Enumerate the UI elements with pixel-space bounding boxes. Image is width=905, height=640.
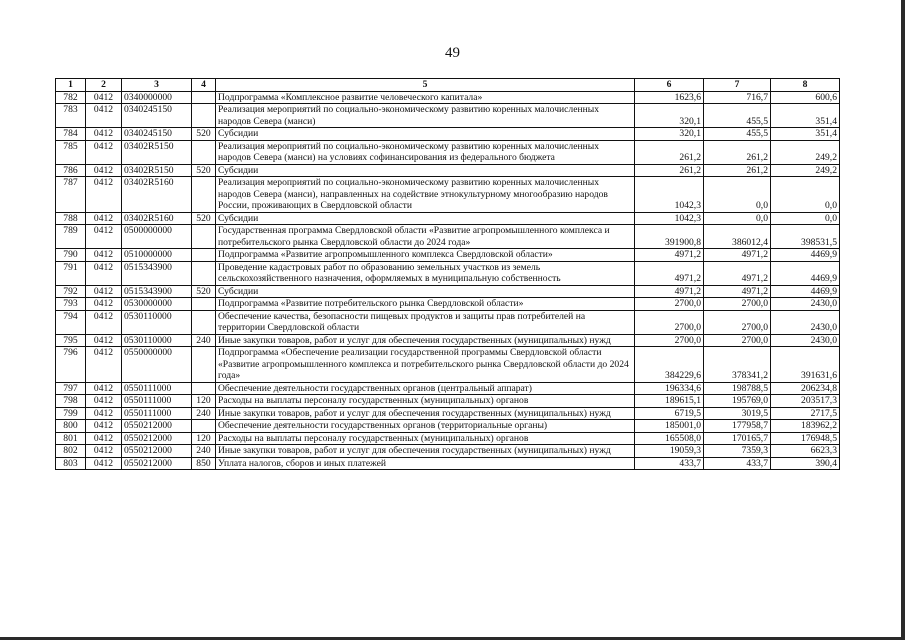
table-row — [56, 432, 840, 445]
expense-type-cell — [192, 249, 216, 262]
amount-col7-cell: 177958,7 — [704, 420, 771, 433]
scan-border-right — [901, 0, 905, 640]
section-code-cell: 0412 — [86, 249, 122, 262]
section-code-cell: 0412 — [86, 225, 122, 249]
amount-col7-cell: 261,2 — [704, 140, 771, 164]
table-row — [56, 104, 840, 128]
target-article-cell: 0550111000 — [122, 407, 192, 420]
section-code-cell: 0412 — [86, 420, 122, 433]
row-number-cell: 803 — [56, 457, 86, 470]
column-header: 8 — [771, 79, 840, 92]
expense-type-cell — [192, 140, 216, 164]
amount-col8-cell: 2430,0 — [771, 310, 840, 334]
amount-col8-cell: 6623,3 — [771, 445, 840, 458]
section-code-cell: 0412 — [86, 457, 122, 470]
row-number-cell: 791 — [56, 261, 86, 285]
amount-col8-cell: 183962,2 — [771, 420, 840, 433]
target-article-cell: 03402R5160 — [122, 177, 192, 213]
item-name-cell: Обеспечение деятельности государственных органов (центральный аппарат) — [216, 382, 635, 395]
amount-col8-cell: 203517,3 — [771, 395, 840, 408]
row-number-cell: 788 — [56, 212, 86, 225]
item-name-cell: Иные закупки товаров, работ и услуг для обеспечения государственных (муниципальных) нужд — [216, 407, 635, 420]
expense-type-cell: 240 — [192, 445, 216, 458]
table-row — [56, 407, 840, 420]
expense-type-cell: 240 — [192, 407, 216, 420]
amount-col7-cell: 7359,3 — [704, 445, 771, 458]
item-name-cell: Обеспечение качества, безопасности пищевых продуктов и защиты прав потребителей на территории Свердловской области — [216, 310, 635, 334]
expense-type-cell — [192, 225, 216, 249]
section-code-cell: 0412 — [86, 432, 122, 445]
expense-type-cell — [192, 177, 216, 213]
section-code-cell: 0412 — [86, 347, 122, 383]
amount-col8-cell: 2717,5 — [771, 407, 840, 420]
amount-col8-cell: 0,0 — [771, 212, 840, 225]
target-article-cell: 0550212000 — [122, 445, 192, 458]
target-article-cell: 0550212000 — [122, 420, 192, 433]
amount-col6-cell: 1042,3 — [635, 212, 704, 225]
section-code-cell: 0412 — [86, 395, 122, 408]
amount-col7-cell: 170165,7 — [704, 432, 771, 445]
item-name-cell: Подпрограмма «Развитие агропромышленного комплекса Свердловской области» — [216, 249, 635, 262]
amount-col7-cell: 0,0 — [704, 177, 771, 213]
row-number-cell: 787 — [56, 177, 86, 213]
row-number-cell: 783 — [56, 104, 86, 128]
table-row — [56, 212, 840, 225]
expense-type-cell: 520 — [192, 164, 216, 177]
amount-col6-cell: 19059,3 — [635, 445, 704, 458]
row-number-cell: 795 — [56, 334, 86, 347]
section-code-cell: 0412 — [86, 445, 122, 458]
amount-col7-cell: 2700,0 — [704, 310, 771, 334]
table-row — [56, 285, 840, 298]
target-article-cell: 0340000000 — [122, 91, 192, 104]
item-name-cell: Подпрограмма «Обеспечение реализации государственной программы Свердловской области «Развитие агропромышленного комплекса и потребительского рынка Свердловской области до 2024 года» — [216, 347, 635, 383]
row-number-cell: 782 — [56, 91, 86, 104]
row-number-cell: 796 — [56, 347, 86, 383]
expense-type-cell — [192, 298, 216, 311]
amount-col6-cell: 433,7 — [635, 457, 704, 470]
section-code-cell: 0412 — [86, 91, 122, 104]
amount-col6-cell: 185001,0 — [635, 420, 704, 433]
target-article-cell: 0515343900 — [122, 285, 192, 298]
expense-type-cell — [192, 261, 216, 285]
column-header: 4 — [192, 79, 216, 92]
target-article-cell: 0530110000 — [122, 334, 192, 347]
section-code-cell: 0412 — [86, 164, 122, 177]
expense-type-cell: 240 — [192, 334, 216, 347]
page-number: 49 — [445, 45, 460, 61]
table-row — [56, 225, 840, 249]
row-number-cell: 790 — [56, 249, 86, 262]
item-name-cell: Проведение кадастровых работ по образованию земельных участков из земель сельскохозяйственного назначения, оформляемых в муниципальную собственность — [216, 261, 635, 285]
amount-col7-cell: 195769,0 — [704, 395, 771, 408]
amount-col6-cell: 196334,6 — [635, 382, 704, 395]
expense-type-cell — [192, 347, 216, 383]
row-number-cell: 786 — [56, 164, 86, 177]
expense-type-cell: 120 — [192, 432, 216, 445]
table-row — [56, 249, 840, 262]
amount-col8-cell: 2430,0 — [771, 334, 840, 347]
item-name-cell: Расходы на выплаты персоналу государственных (муниципальных) органов — [216, 395, 635, 408]
item-name-cell: Субсидии — [216, 285, 635, 298]
section-code-cell: 0412 — [86, 212, 122, 225]
amount-col8-cell: 351,4 — [771, 104, 840, 128]
target-article-cell: 03402R5160 — [122, 212, 192, 225]
item-name-cell: Субсидии — [216, 212, 635, 225]
amount-col6-cell: 320,1 — [635, 128, 704, 141]
amount-col7-cell: 378341,2 — [704, 347, 771, 383]
amount-col6-cell: 320,1 — [635, 104, 704, 128]
amount-col7-cell: 4971,2 — [704, 249, 771, 262]
target-article-cell: 0515343900 — [122, 261, 192, 285]
amount-col7-cell: 386012,4 — [704, 225, 771, 249]
amount-col6-cell: 384229,6 — [635, 347, 704, 383]
item-name-cell: Расходы на выплаты персоналу государственных (муниципальных) органов — [216, 432, 635, 445]
amount-col8-cell: 398531,5 — [771, 225, 840, 249]
amount-col7-cell: 455,5 — [704, 104, 771, 128]
target-article-cell: 0530000000 — [122, 298, 192, 311]
amount-col7-cell: 0,0 — [704, 212, 771, 225]
row-number-cell: 794 — [56, 310, 86, 334]
amount-col7-cell: 3019,5 — [704, 407, 771, 420]
amount-col8-cell: 4469,9 — [771, 285, 840, 298]
table-row — [56, 140, 840, 164]
column-header: 1 — [56, 79, 86, 92]
amount-col8-cell: 249,2 — [771, 140, 840, 164]
expense-type-cell — [192, 382, 216, 395]
amount-col7-cell: 261,2 — [704, 164, 771, 177]
item-name-cell: Обеспечение деятельности государственных органов (территориальные органы) — [216, 420, 635, 433]
row-number-cell: 784 — [56, 128, 86, 141]
amount-col8-cell: 351,4 — [771, 128, 840, 141]
column-header: 7 — [704, 79, 771, 92]
amount-col7-cell: 4971,2 — [704, 261, 771, 285]
target-article-cell: 0500000000 — [122, 225, 192, 249]
amount-col8-cell: 0,0 — [771, 177, 840, 213]
table-row — [56, 164, 840, 177]
section-code-cell: 0412 — [86, 285, 122, 298]
table-header-row — [56, 79, 840, 92]
row-number-cell: 792 — [56, 285, 86, 298]
item-name-cell: Подпрограмма «Развитие потребительского рынка Свердловской области» — [216, 298, 635, 311]
amount-col8-cell: 4469,9 — [771, 261, 840, 285]
row-number-cell: 801 — [56, 432, 86, 445]
item-name-cell: Государственная программа Свердловской области «Развитие агропромышленного комплекса и потребительского рынка Свердловской области до 2024 года» — [216, 225, 635, 249]
target-article-cell: 0510000000 — [122, 249, 192, 262]
expense-type-cell — [192, 420, 216, 433]
target-article-cell: 0550212000 — [122, 457, 192, 470]
section-code-cell: 0412 — [86, 334, 122, 347]
amount-col8-cell: 600,6 — [771, 91, 840, 104]
amount-col7-cell: 2700,0 — [704, 298, 771, 311]
amount-col7-cell: 433,7 — [704, 457, 771, 470]
target-article-cell: 0550212000 — [122, 432, 192, 445]
amount-col8-cell: 391631,6 — [771, 347, 840, 383]
section-code-cell: 0412 — [86, 407, 122, 420]
item-name-cell: Субсидии — [216, 128, 635, 141]
table-row — [56, 334, 840, 347]
amount-col8-cell: 206234,8 — [771, 382, 840, 395]
section-code-cell: 0412 — [86, 140, 122, 164]
amount-col6-cell: 2700,0 — [635, 298, 704, 311]
item-name-cell: Иные закупки товаров, работ и услуг для обеспечения государственных (муниципальных) нужд — [216, 445, 635, 458]
amount-col8-cell: 390,4 — [771, 457, 840, 470]
table-row — [56, 457, 840, 470]
amount-col8-cell: 2430,0 — [771, 298, 840, 311]
amount-col8-cell: 176948,5 — [771, 432, 840, 445]
table-row — [56, 261, 840, 285]
row-number-cell: 793 — [56, 298, 86, 311]
section-code-cell: 0412 — [86, 104, 122, 128]
amount-col6-cell: 2700,0 — [635, 310, 704, 334]
amount-col6-cell: 391900,8 — [635, 225, 704, 249]
table-row — [56, 91, 840, 104]
amount-col8-cell: 4469,9 — [771, 249, 840, 262]
item-name-cell: Иные закупки товаров, работ и услуг для обеспечения государственных (муниципальных) нужд — [216, 334, 635, 347]
target-article-cell: 0340245150 — [122, 104, 192, 128]
row-number-cell: 797 — [56, 382, 86, 395]
row-number-cell: 799 — [56, 407, 86, 420]
table-row — [56, 445, 840, 458]
section-code-cell: 0412 — [86, 128, 122, 141]
item-name-cell: Реализация мероприятий по социально-экономическому развитию коренных малочисленных народов Севера (манси) — [216, 104, 635, 128]
amount-col6-cell: 6719,5 — [635, 407, 704, 420]
amount-col6-cell: 4971,2 — [635, 249, 704, 262]
amount-col6-cell: 1623,6 — [635, 91, 704, 104]
amount-col7-cell: 716,7 — [704, 91, 771, 104]
item-name-cell: Уплата налогов, сборов и иных платежей — [216, 457, 635, 470]
table-row — [56, 298, 840, 311]
expense-type-cell: 120 — [192, 395, 216, 408]
section-code-cell: 0412 — [86, 261, 122, 285]
amount-col8-cell: 249,2 — [771, 164, 840, 177]
expense-type-cell: 850 — [192, 457, 216, 470]
table-row — [56, 177, 840, 213]
amount-col6-cell: 4971,2 — [635, 285, 704, 298]
budget-table — [55, 78, 840, 470]
section-code-cell: 0412 — [86, 298, 122, 311]
table-body — [56, 91, 840, 470]
table-row — [56, 420, 840, 433]
section-code-cell: 0412 — [86, 177, 122, 213]
table-row — [56, 395, 840, 408]
amount-col6-cell: 261,2 — [635, 140, 704, 164]
row-number-cell: 785 — [56, 140, 86, 164]
item-name-cell: Реализация мероприятий по социально-экономическому развитию коренных малочисленных народов Севера (манси), направленных на содействие этнокультурному многообразию народов России, проживающих в Свердловской области — [216, 177, 635, 213]
table-row — [56, 128, 840, 141]
expense-type-cell — [192, 91, 216, 104]
target-article-cell: 03402R5150 — [122, 140, 192, 164]
column-header: 3 — [122, 79, 192, 92]
expense-type-cell — [192, 104, 216, 128]
amount-col7-cell: 2700,0 — [704, 334, 771, 347]
amount-col6-cell: 2700,0 — [635, 334, 704, 347]
table-row — [56, 347, 840, 383]
amount-col6-cell: 261,2 — [635, 164, 704, 177]
target-article-cell: 0530110000 — [122, 310, 192, 334]
item-name-cell: Реализация мероприятий по социально-экономическому развитию коренных малочисленных народов Севера (манси) на условиях софинансирования из федерального бюджета — [216, 140, 635, 164]
expense-type-cell — [192, 310, 216, 334]
amount-col7-cell: 198788,5 — [704, 382, 771, 395]
amount-col6-cell: 165508,0 — [635, 432, 704, 445]
section-code-cell: 0412 — [86, 310, 122, 334]
target-article-cell: 0550111000 — [122, 395, 192, 408]
column-header: 5 — [216, 79, 635, 92]
expense-type-cell: 520 — [192, 128, 216, 141]
expense-type-cell: 520 — [192, 212, 216, 225]
row-number-cell: 802 — [56, 445, 86, 458]
target-article-cell: 03402R5150 — [122, 164, 192, 177]
expense-type-cell: 520 — [192, 285, 216, 298]
row-number-cell: 800 — [56, 420, 86, 433]
target-article-cell: 0550111000 — [122, 382, 192, 395]
item-name-cell: Субсидии — [216, 164, 635, 177]
amount-col6-cell: 1042,3 — [635, 177, 704, 213]
section-code-cell: 0412 — [86, 382, 122, 395]
target-article-cell: 0550000000 — [122, 347, 192, 383]
item-name-cell: Подпрограмма «Комплексное развитие человеческого капитала» — [216, 91, 635, 104]
amount-col7-cell: 4971,2 — [704, 285, 771, 298]
table-row — [56, 310, 840, 334]
target-article-cell: 0340245150 — [122, 128, 192, 141]
row-number-cell: 789 — [56, 225, 86, 249]
column-header: 2 — [86, 79, 122, 92]
amount-col7-cell: 455,5 — [704, 128, 771, 141]
amount-col6-cell: 4971,2 — [635, 261, 704, 285]
row-number-cell: 798 — [56, 395, 86, 408]
amount-col6-cell: 189615,1 — [635, 395, 704, 408]
table-row — [56, 382, 840, 395]
column-header: 6 — [635, 79, 704, 92]
